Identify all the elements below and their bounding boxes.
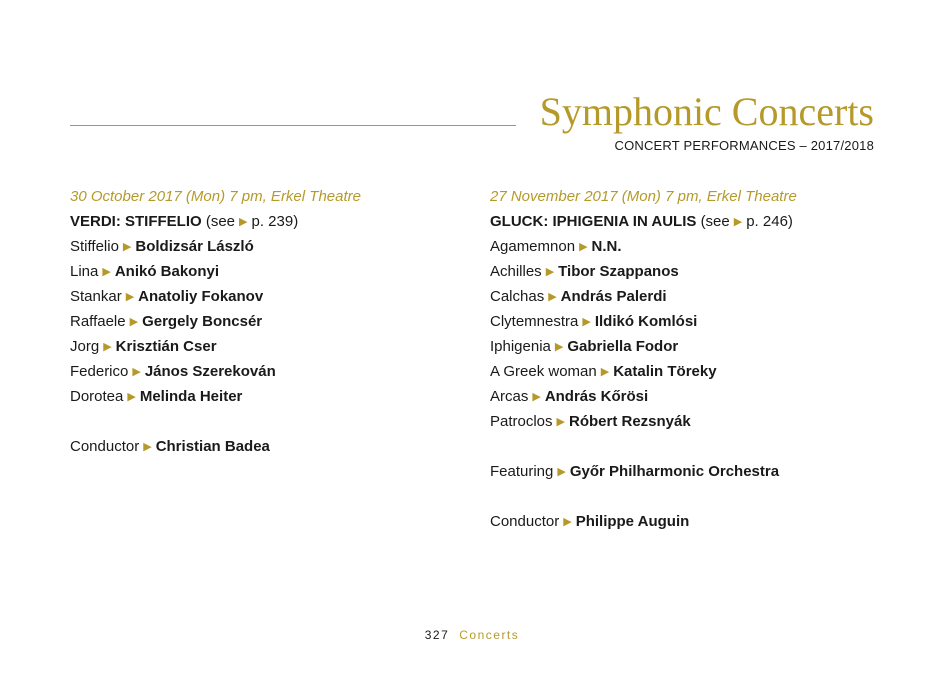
arrow-icon: ▶ <box>733 216 743 228</box>
spacer <box>70 409 470 434</box>
performer: Győr Philharmonic Orchestra <box>569 463 780 480</box>
arrow-icon: ▶ <box>132 366 141 378</box>
spacer <box>490 434 890 459</box>
cast-row <box>490 359 890 384</box>
cast-row <box>70 234 470 259</box>
cast-row <box>70 359 470 384</box>
performer: Gabriella Fodor <box>567 338 679 355</box>
performer: Anikó Bakonyi <box>114 263 220 280</box>
performer: András Kőrösi <box>544 388 649 405</box>
cast-row <box>70 284 470 309</box>
role: Dorotea <box>70 388 124 405</box>
arrow-icon: ▶ <box>556 416 565 428</box>
cast-list <box>490 234 890 434</box>
performer: Róbert Rezsnyák <box>569 413 691 430</box>
cast-row <box>490 309 890 334</box>
work-line <box>70 209 470 234</box>
role: Federico <box>70 363 129 380</box>
arrow-icon: ▶ <box>554 341 564 353</box>
role: Stiffelio <box>70 238 119 255</box>
role: A Greek woman <box>490 363 597 380</box>
cast-row <box>490 284 890 309</box>
page-ref[interactable]: p. 246) <box>746 213 793 230</box>
arrow-icon: ▶ <box>122 241 132 253</box>
arrow-icon: ▶ <box>548 291 557 303</box>
see-text: (see <box>700 213 730 230</box>
page-ref[interactable]: p. 239) <box>251 213 299 230</box>
role: Agamemnon <box>490 238 576 255</box>
page-title: Symphonic Concerts <box>539 89 874 134</box>
performer: Katalin Töreky <box>613 363 717 380</box>
see-text: (see <box>205 213 236 230</box>
page-number: 327 <box>424 628 450 642</box>
performer: Anatoliy Fokanov <box>138 288 264 305</box>
arrow-icon: ▶ <box>103 341 112 353</box>
arrow-icon: ▶ <box>600 366 610 378</box>
arrow-icon: ▶ <box>102 266 111 278</box>
performer: Melinda Heiter <box>139 388 243 405</box>
page-subtitle: CONCERT PERFORMANCES – 2017/2018 <box>614 138 874 153</box>
section-name: Concerts <box>459 628 520 642</box>
role: Iphigenia <box>490 338 551 355</box>
performer: N.N. <box>591 238 622 255</box>
page-footer <box>0 628 944 642</box>
arrow-icon: ▶ <box>582 316 591 328</box>
cast-row <box>70 384 470 409</box>
arrow-icon: ▶ <box>239 216 248 228</box>
cast-row <box>490 334 890 359</box>
performer: Gergely Boncsér <box>142 313 263 330</box>
role: Featuring <box>490 463 554 480</box>
arrow-icon: ▶ <box>579 241 588 253</box>
role: Conductor <box>70 438 140 455</box>
conductor-row <box>490 509 890 534</box>
role: Clytemnestra <box>490 313 579 330</box>
role: Stankar <box>70 288 122 305</box>
cast-row <box>70 334 470 359</box>
cast-row <box>490 259 890 284</box>
performer: Christian Badea <box>155 438 270 455</box>
role: Lina <box>70 263 99 280</box>
role: Raffaele <box>70 313 126 330</box>
cast-row <box>490 384 890 409</box>
featuring-row <box>490 459 890 484</box>
concert-date: 27 November 2017 (Mon) 7 pm, Erkel Theatre <box>490 188 797 205</box>
arrow-icon: ▶ <box>545 266 555 278</box>
role: Achilles <box>490 263 542 280</box>
performer: Tibor Szappanos <box>558 263 679 280</box>
performer: Boldizsár László <box>135 238 254 255</box>
cast-row <box>70 259 470 284</box>
role: Calchas <box>490 288 545 305</box>
concert-right <box>490 184 890 534</box>
role: Arcas <box>490 388 529 405</box>
cast-row <box>70 309 470 334</box>
work-title: GLUCK: IPHIGENIA IN AULIS <box>490 213 697 230</box>
role: Jorg <box>70 338 100 355</box>
work-title: VERDI: STIFFELIO <box>70 213 202 230</box>
performer: András Palerdi <box>560 288 667 305</box>
concert-left <box>70 184 470 459</box>
performer: Krisztián Cser <box>115 338 217 355</box>
cast-list <box>70 234 470 409</box>
role: Conductor <box>490 513 560 530</box>
arrow-icon: ▶ <box>129 316 139 328</box>
arrow-icon: ▶ <box>127 391 136 403</box>
cast-row <box>490 409 890 434</box>
arrow-icon: ▶ <box>532 391 541 403</box>
conductor-row <box>70 434 470 459</box>
performer: Ildikó Komlósi <box>594 313 698 330</box>
arrow-icon: ▶ <box>557 466 566 478</box>
performer: János Szerekován <box>144 363 276 380</box>
arrow-icon: ▶ <box>563 516 572 528</box>
arrow-icon: ▶ <box>125 291 135 303</box>
cast-row <box>490 234 890 259</box>
header-rule <box>70 125 516 126</box>
concert-date: 30 October 2017 (Mon) 7 pm, Erkel Theatre <box>70 188 361 205</box>
arrow-icon: ▶ <box>143 441 152 453</box>
performer: Philippe Auguin <box>575 513 690 530</box>
work-line <box>490 209 890 234</box>
role: Patroclos <box>490 413 553 430</box>
spacer <box>490 484 890 509</box>
